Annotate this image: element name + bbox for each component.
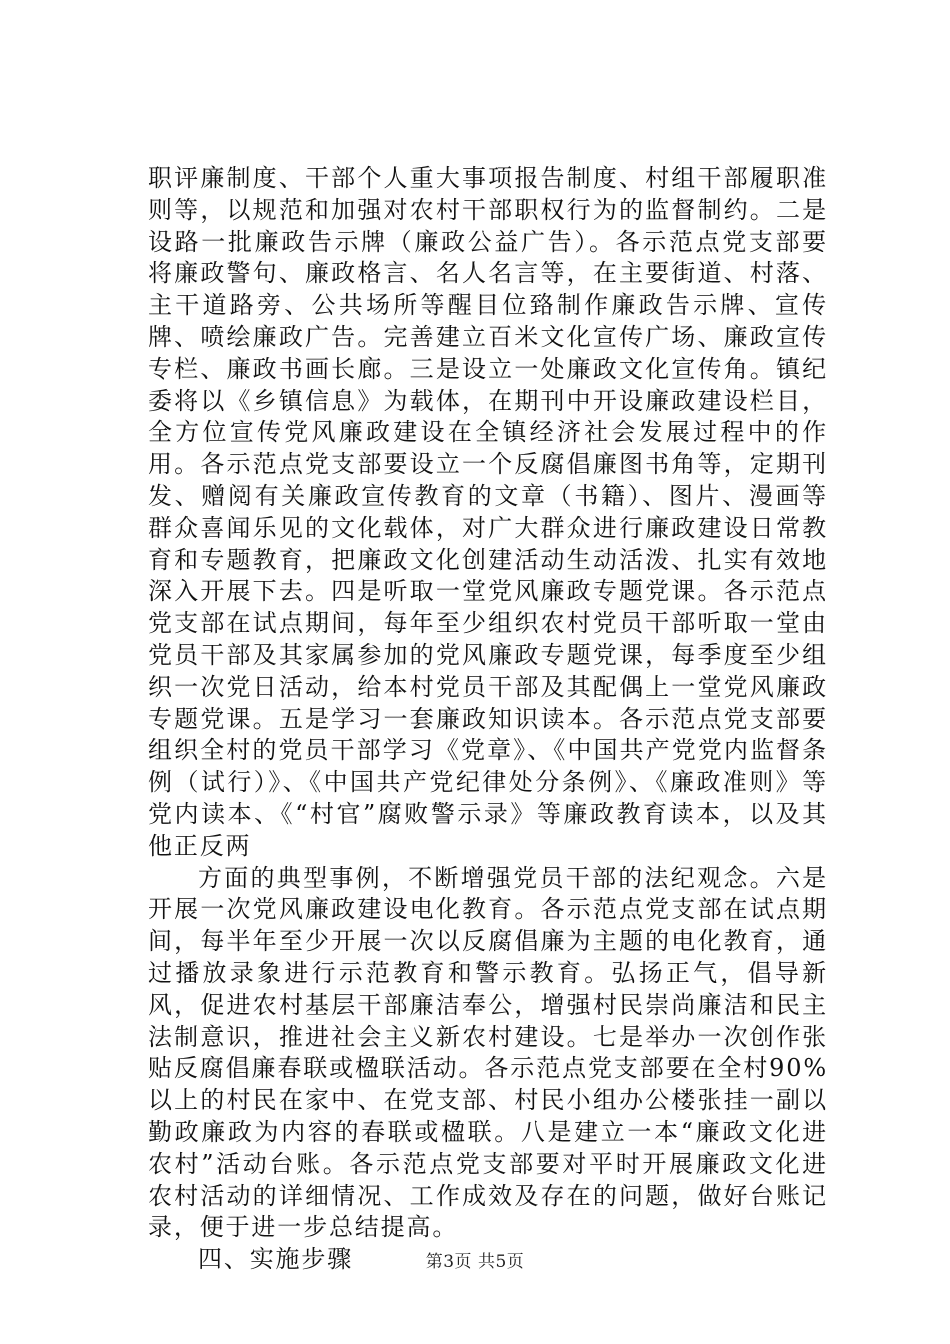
section-heading: 四、实施步骤 bbox=[198, 1245, 354, 1274]
document-body bbox=[148, 163, 828, 1276]
paragraph-1: 职评廉制度、干部个人重大事项报告制度、村组干部履职准则等，以规范和加强对农村干部职权行为的监督制约。二是设路一批廉政告示牌（廉政公益广告）。各示范点党支部要将廉政警句、廉政格言、名人名言等，在主要街道、村落、主干道路旁、公共场所等醒目位臵制作廉政告示牌、宣传牌、喷绘廉政广告。完善建立百米文化宣传广场、廉政宣传专栏、廉政书画长廊。三是设立一处廉政文化宣传角。镇纪委将以《乡镇信息》为载体，在期刊中开设廉政建设栏目，全方位宣传党风廉政建设在全镇经济社会发展过程中的作用。各示范点党支部要设立一个反腐倡廉图书角等，定期刊发、赠阅有关廉政宣传教育的文章（书籍）、图片、漫画等群众喜闻乐见的文化载体，对广大群众进行廉政建设日常教育和专题教育，把廉政文化创建活动生动活泼、扎实有效地深入开展下去。四是听取一堂党风廉政专题党课。各示范点党支部在试点期间，每年至少组织农村党员干部听取一堂由党员干部及其家属参加的党风廉政专题党课，每季度至少组织一次党日活动，给本村党员干部及其配偶上一堂党风廉政专题党课。五是学习一套廉政知识读本。各示范点党支部要组织全村的党员干部学习《党章》、《中国共产党党内监督条例（试行）》、《中国共产党纪律处分条例》、《廉政准则》等党内读本、《“村官”腐败警示录》等廉政教育读本，以及其他正反两 bbox=[148, 164, 828, 860]
page-number-label: 第3页 共5页 bbox=[425, 1252, 525, 1272]
page-footer bbox=[0, 1247, 950, 1272]
paragraph-2: 方面的典型事例，不断增强党员干部的法纪观念。六是开展一次党风廉政建设电化教育。各示范点党支部在试点期间，每半年至少开展一次以反腐倡廉为主题的电化教育，通过播放录象进行示范教育和警示教育。弘扬正气，倡导新风，促进农村基层干部廉洁奉公，增强村民崇尚廉洁和民主法制意识，推进社会主义新农村建设。七是举办一次创作张贴反腐倡廉春联或楹联活动。各示范点党支部要在全村90%以上的村民在家中、在党支部、村民小组办公楼张挂一副以勤政廉政为内容的春联或楹联。八是建立一本“廉政文化进农村”活动台账。各示范点党支部要对平时开展廉政文化进农村活动的详细情况、工作成效及存在的问题，做好台账记录，便于进一步总结提高。 bbox=[148, 863, 828, 1242]
